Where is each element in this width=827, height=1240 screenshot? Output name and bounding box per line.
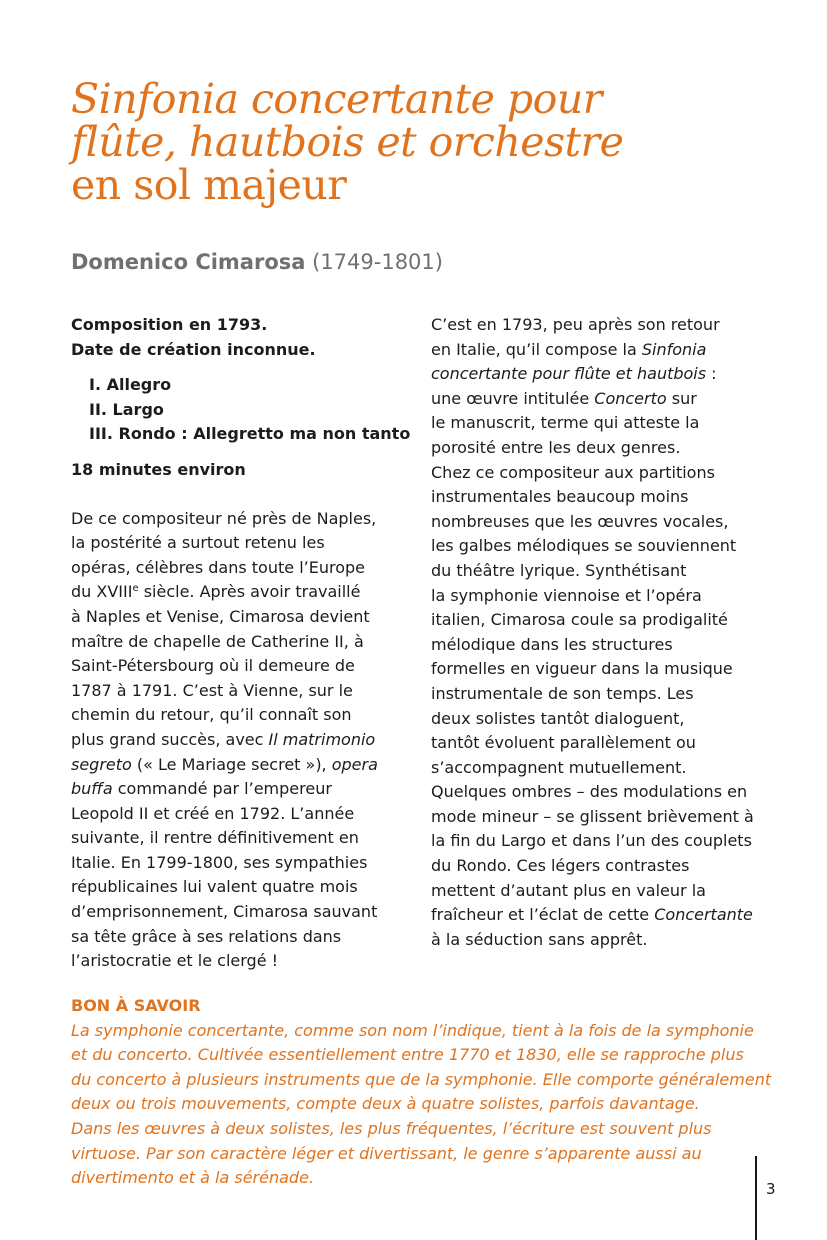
text-line: Italie. En 1799-1800, ses sympathies bbox=[71, 852, 368, 872]
text-line: républicaines lui valent quatre mois bbox=[71, 877, 358, 897]
text-line: C’est en 1793, peu après son retour bbox=[431, 315, 720, 334]
work-title-italic: Sinfonia bbox=[641, 339, 707, 359]
right-column bbox=[431, 313, 771, 952]
text-line: mode mineur – se glissent brièvement à bbox=[431, 806, 754, 826]
text-line: instrumentale de son temps. Les bbox=[431, 683, 694, 703]
page-number-rule bbox=[755, 1156, 757, 1240]
text-run: du XVIII bbox=[71, 582, 133, 602]
text-run: commandé par l’empereur bbox=[112, 779, 332, 799]
callout-line: et du concerto. Cultivée essentiellement entre 1770 et 1830, elle se rapproche plus bbox=[71, 1045, 744, 1065]
text-line bbox=[431, 903, 771, 928]
left-body-text bbox=[71, 507, 391, 974]
work-title-italic: Concerto bbox=[594, 388, 667, 408]
text-line: formelles en vigueur dans la musique bbox=[431, 659, 733, 679]
text-line: porosité entre les deux genres. bbox=[431, 437, 681, 457]
text-line: Quelques ombres – des modulations en bbox=[431, 782, 748, 802]
text-line: chemin du retour, qu’il connaît son bbox=[71, 705, 352, 725]
title-line-2: flûte, hautbois et orchestre bbox=[71, 118, 624, 166]
text-run: sur bbox=[666, 388, 697, 408]
page-number: 3 bbox=[766, 1180, 776, 1198]
text-run: (« Le Mariage secret »), bbox=[131, 754, 332, 774]
text-line: la symphonie viennoise et l’opéra bbox=[431, 585, 702, 605]
callout-line: divertimento et à la sérénade. bbox=[71, 1168, 314, 1188]
page-title bbox=[71, 75, 671, 209]
text-line: opéras, célèbres dans toute l’Europe bbox=[71, 557, 365, 577]
callout-heading: BON À SAVOIR bbox=[71, 996, 201, 1015]
work-title-italic: concertante pour flûte et hautbois bbox=[431, 364, 707, 384]
text-line: Chez ce compositeur aux partitions bbox=[431, 462, 715, 482]
text-line: la postérité a surtout retenu les bbox=[71, 533, 325, 553]
text-line bbox=[71, 753, 391, 778]
callout-line: du concerto à plusieurs instruments que de la symphonie. Elle comporte généralement bbox=[71, 1069, 772, 1089]
text-line bbox=[431, 362, 771, 387]
work-info bbox=[71, 313, 391, 362]
movement-item: I. Allegro bbox=[89, 375, 172, 395]
movements-list bbox=[89, 373, 411, 447]
text-run: siècle. Après avoir travaillé bbox=[138, 582, 361, 602]
text-line bbox=[431, 338, 771, 363]
work-title-italic: Il matrimonio bbox=[268, 729, 376, 749]
text-line bbox=[71, 580, 391, 605]
text-run: : bbox=[706, 364, 717, 384]
text-line: mélodique dans les structures bbox=[431, 634, 673, 654]
callout-line: Dans les œuvres à deux solistes, les plus fréquentes, l’écriture est souvent plus bbox=[71, 1118, 712, 1138]
italic-term: buffa bbox=[71, 779, 113, 799]
text-line: deux solistes tantôt dialoguent, bbox=[431, 708, 685, 728]
text-run: une œuvre intitulée bbox=[431, 388, 595, 408]
text-line: à la séduction sans apprêt. bbox=[431, 929, 648, 949]
text-line: Leopold II et créé en 1792. L’année bbox=[71, 803, 355, 823]
callout-line: deux ou trois mouvements, compte deux à quatre solistes, parfois davantage. bbox=[71, 1094, 700, 1114]
text-line: s’accompagnent mutuellement. bbox=[431, 757, 687, 777]
text-line: 1787 à 1791. C’est à Vienne, sur le bbox=[71, 680, 353, 700]
text-line: l’aristocratie et le clergé ! bbox=[71, 951, 279, 971]
superscript: e bbox=[132, 583, 139, 595]
title-line-1: Sinfonia concertante pour bbox=[71, 75, 602, 123]
composer-line bbox=[71, 250, 443, 274]
text-line: instrumentales beaucoup moins bbox=[431, 487, 689, 507]
composition-date: Composition en 1793. bbox=[71, 315, 268, 334]
text-line bbox=[71, 728, 391, 753]
text-run: plus grand succès, avec bbox=[71, 729, 269, 749]
left-column bbox=[71, 313, 411, 974]
work-title-italic: Concertante bbox=[654, 905, 753, 925]
creation-date: Date de création inconnue. bbox=[71, 339, 316, 359]
text-line: sa tête grâce à ses relations dans bbox=[71, 926, 342, 946]
text-line: du Rondo. Ces légers contrastes bbox=[431, 856, 690, 876]
movement-item: III. Rondo : Allegretto ma non tanto bbox=[89, 424, 411, 444]
callout-line: La symphonie concertante, comme son nom l’indique, tient à la fois de la symphonie bbox=[71, 1020, 754, 1040]
duration: 18 minutes environ bbox=[71, 459, 246, 479]
text-line: la fin du Largo et dans l’un des couplets bbox=[431, 831, 752, 851]
bon-a-savoir-box bbox=[71, 994, 771, 1191]
text-line: tantôt évoluent parallèlement ou bbox=[431, 733, 696, 753]
composer-dates: (1749-1801) bbox=[312, 250, 443, 274]
text-line: italien, Cimarosa coule sa prodigalité bbox=[431, 610, 728, 630]
text-line: d’emprisonnement, Cimarosa sauvant bbox=[71, 902, 378, 922]
text-line: à Naples et Venise, Cimarosa devient bbox=[71, 606, 370, 626]
text-line: mettent d’autant plus en valeur la bbox=[431, 880, 706, 900]
text-run: fraîcheur et l’éclat de cette bbox=[431, 905, 655, 925]
text-line: les galbes mélodiques se souviennent bbox=[431, 536, 737, 556]
italic-term: opera bbox=[331, 754, 378, 774]
text-line: suivante, il rentre définitivement en bbox=[71, 828, 359, 848]
text-line bbox=[71, 777, 391, 802]
text-line: De ce compositeur né près de Naples, bbox=[71, 508, 377, 528]
text-line: maître de chapelle de Catherine II, à bbox=[71, 631, 364, 651]
title-line-3: en sol majeur bbox=[71, 161, 347, 209]
text-line: Saint-Pétersbourg où il demeure de bbox=[71, 656, 355, 676]
text-line bbox=[431, 387, 771, 412]
text-line: nombreuses que les œuvres vocales, bbox=[431, 511, 729, 531]
text-line: du théâtre lyrique. Synthétisant bbox=[431, 560, 687, 580]
text-run: en Italie, qu’il compose la bbox=[431, 339, 642, 359]
movement-item: II. Largo bbox=[89, 399, 164, 419]
composer-name: Domenico Cimarosa bbox=[71, 250, 306, 274]
callout-line: virtuose. Par son caractère léger et divertissant, le genre s’apparente aussi au bbox=[71, 1143, 702, 1163]
work-title-italic: segreto bbox=[71, 754, 132, 774]
text-line: le manuscrit, terme qui atteste la bbox=[431, 413, 700, 433]
